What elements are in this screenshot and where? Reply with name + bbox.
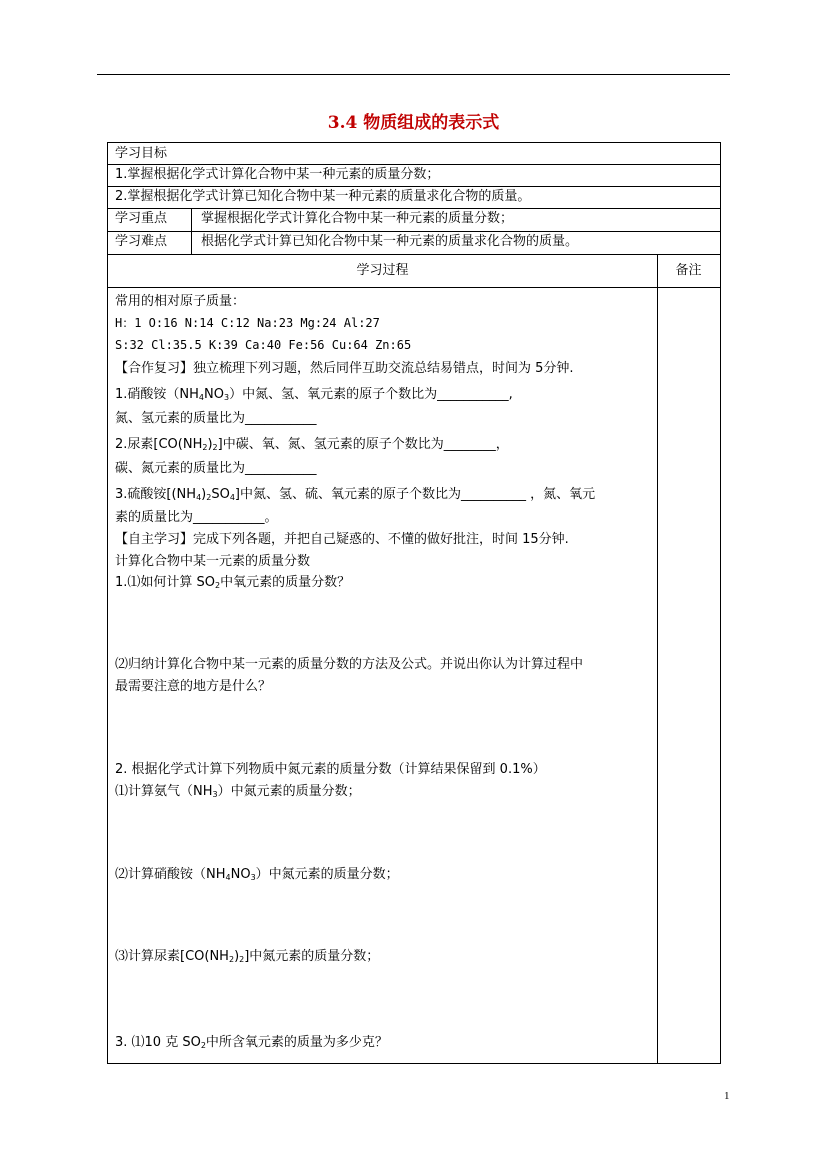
goal-item-2: 2.掌握根据化学式计算已知化合物中某一种元素的质量求化合物的质量。 <box>115 189 531 204</box>
header-rule <box>97 74 730 75</box>
q3-line-2: 素的质量比为___________。 <box>115 510 278 525</box>
goals-header: 学习目标 <box>115 146 168 161</box>
s1-q1: 1.⑴如何计算 $SO_2$中氧元素的质量分数？ <box>115 575 351 590</box>
lesson-table <box>107 142 721 1064</box>
masses-line-2: S:32 Cl:35.5 K:39 Ca:40 Fe:56 Cu:64 Zn:65 <box>115 338 412 352</box>
goal-row-1 <box>108 164 720 187</box>
process-header-row <box>108 254 720 288</box>
q2-line-2: 碳、氮元素的质量比为___________ <box>115 461 317 476</box>
masses-line-1: H：1 O:16 N:14 C:12 Na:23 Mg:24 Al:27 <box>115 316 380 330</box>
notes-header: 备注 <box>675 263 702 278</box>
goals-header-row <box>108 143 720 165</box>
difficulty-text: 根据化学式计算已知化合物中某一种元素的质量求化合物的质量。 <box>201 234 579 249</box>
difficulty-label: 学习难点 <box>115 234 168 249</box>
s2-q2: ⑵计算硝酸铵$(NH_4NO_3)$中氮元素的质量分数； <box>115 867 399 882</box>
s2-intro: 2. 根据化学式计算下列物质中氮元素的质量分数（计算结果保留到 0.1%） <box>115 762 546 777</box>
key-point-label: 学习重点 <box>115 211 168 226</box>
q1-line-2: 氮、氢元素的质量比为___________ <box>115 411 317 426</box>
page-number: 1 <box>724 1090 730 1102</box>
process-body <box>108 286 720 1063</box>
s2-q1: ⑴计算氨气$(NH_3)$中氮元素的质量分数； <box>115 784 361 799</box>
section-title: 计算化合物中某一元素的质量分数 <box>115 554 311 569</box>
q1-line-1: 1.硝酸铵$(NH_4NO_3)$中氮、氢、氧元素的原子个数比为___________, <box>115 387 513 402</box>
key-point-text: 掌握根据化学式计算化合物中某一种元素的质量分数； <box>201 211 514 226</box>
goal-row-2 <box>108 186 720 209</box>
s1-q2-line-1: ⑵归纳计算化合物中某一元素的质量分数的方法及公式。并说出你认为计算过程中 <box>115 657 584 672</box>
difficulty-row <box>108 231 720 255</box>
key-point-row <box>108 208 720 232</box>
q2-line-1: 2.尿素$[CO(NH_2)_2]$中碳、氧、氮、氢元素的原子个数比为________， <box>115 437 509 452</box>
q3-line-1: 3.硫酸铵$[(NH_4)_2SO_4]$中氮、氢、硫、氧元素的原子个数比为__________ ，氮、氧元 <box>115 487 596 502</box>
self-study-intro: 【自主学习】完成下列各题，并把自己疑惑的、不懂的做好批注，时间 15分钟. <box>115 532 569 547</box>
s1-q2-line-2: 最需要注意的地方是什么？ <box>115 679 272 694</box>
page-title: 3.4 物质组成的表示式 <box>327 113 500 133</box>
process-header: 学习过程 <box>356 263 409 278</box>
s3-q1: 3. ⑴10 克 $SO_2$中所含氧元素的质量为多少克？ <box>115 1035 388 1050</box>
review-intro: 【合作复习】独立梳理下列习题，然后同伴互助交流总结易错点，时间为 5分钟. <box>115 361 574 376</box>
s2-q3: ⑶计算尿素$[CO(NH_2)_2]$中氮元素的质量分数； <box>115 949 380 964</box>
goal-item-1: 1.掌握根据化学式计算化合物中某一种元素的质量分数； <box>115 167 440 182</box>
masses-title: 常用的相对原子质量： <box>115 294 246 309</box>
